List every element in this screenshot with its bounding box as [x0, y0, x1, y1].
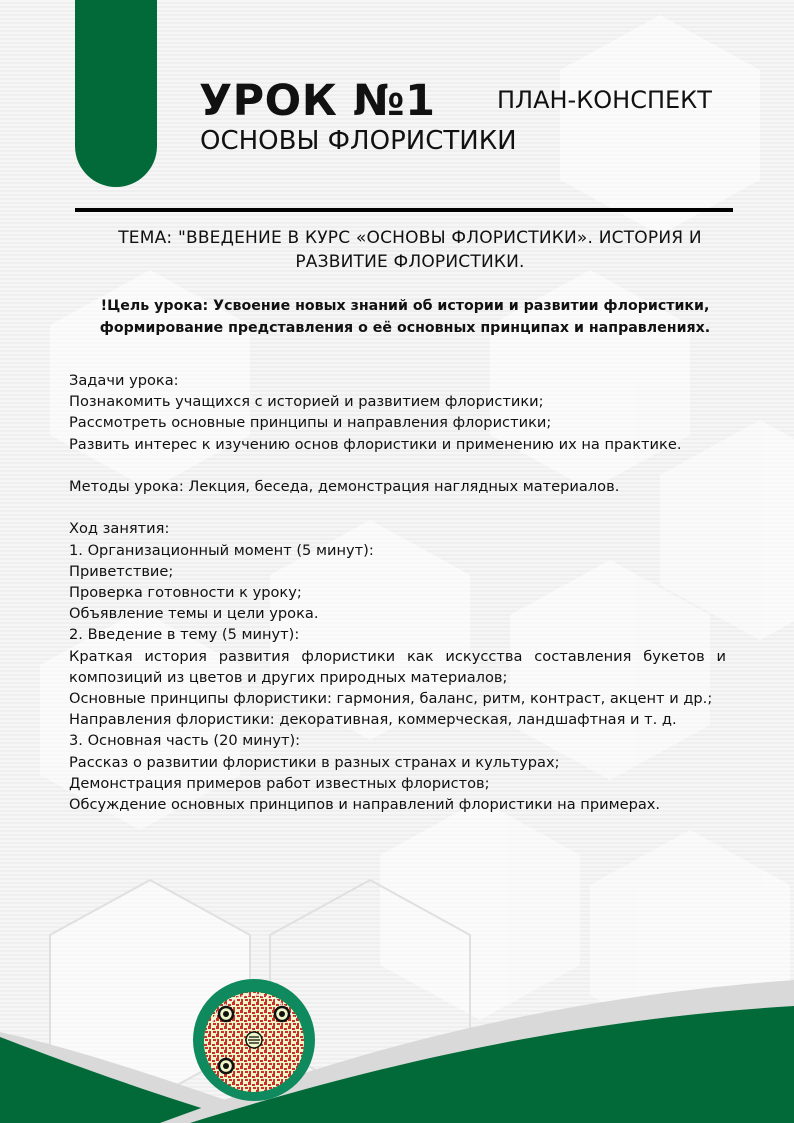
methods-text: Методы урока: Лекция, беседа, демонстрация наглядных материалов. [69, 478, 620, 495]
header-divider [75, 208, 733, 212]
tasks-heading: Задачи урока: [69, 372, 179, 389]
lesson-flow-heading: Ход занятия: [69, 520, 170, 538]
stage-item: Проверка готовности к уроку; [69, 584, 302, 601]
stage-item: Краткая история развития флористики как искусства составления букетов и композиций из цветов и других природных материалов; [69, 647, 726, 686]
stage-item: Приветствие; [69, 562, 174, 580]
stage-title: 2. Введение в тему (5 минут): [69, 626, 300, 644]
document-type-label: ПЛАН-КОНСПЕКТ [497, 86, 712, 114]
stage-item: Направления флористики: декоративная, коммерческая, ландшафтная и т. д. [69, 711, 677, 729]
task-item: Рассмотреть основные принципы и направления флористики; [69, 414, 552, 432]
course-title: ОСНОВЫ ФЛОРИСТИКИ [200, 126, 517, 156]
stage-title: 3. Основная часть (20 минут): [69, 732, 301, 750]
stage-item: Обсуждение основных принципов и направлений флористики на примерах. [69, 796, 661, 814]
lesson-body [69, 370, 726, 815]
stage-title: 1. Организационный момент (5 минут): [69, 541, 374, 559]
stage-item: Основные принципы флористики: гармония, баланс, ритм, контраст, акцент и др.; [69, 690, 713, 708]
header-green-pill [75, 0, 157, 187]
lesson-number-title: УРОК №1 [199, 76, 436, 126]
stage-item: Демонстрация примеров работ известных флористов; [69, 774, 490, 792]
stage-item: Объявление темы и цели урока. [69, 605, 319, 623]
stage-item: Рассказ о развитии флористики в разных странах и культурах; [69, 753, 560, 771]
lesson-topic: ТЕМА: "ВВЕДЕНИЕ В КУРС «ОСНОВЫ ФЛОРИСТИКИ». ИСТОРИЯ И РАЗВИТИЕ ФЛОРИСТИКИ. [118, 228, 702, 272]
lesson-goal: !Цель урока: Усвоение новых знаний об истории и развитии флористики, формирование представления о её основных принципах и направлениях. [99, 298, 711, 336]
task-item: Развить интерес к изучению основ флористики и применению их на практике. [69, 435, 682, 453]
footer-wave-decoration [0, 960, 794, 1123]
task-item: Познакомить учащихся с историей и развитием флористики; [69, 393, 544, 411]
qr-code-icon[interactable] [192, 978, 316, 1102]
